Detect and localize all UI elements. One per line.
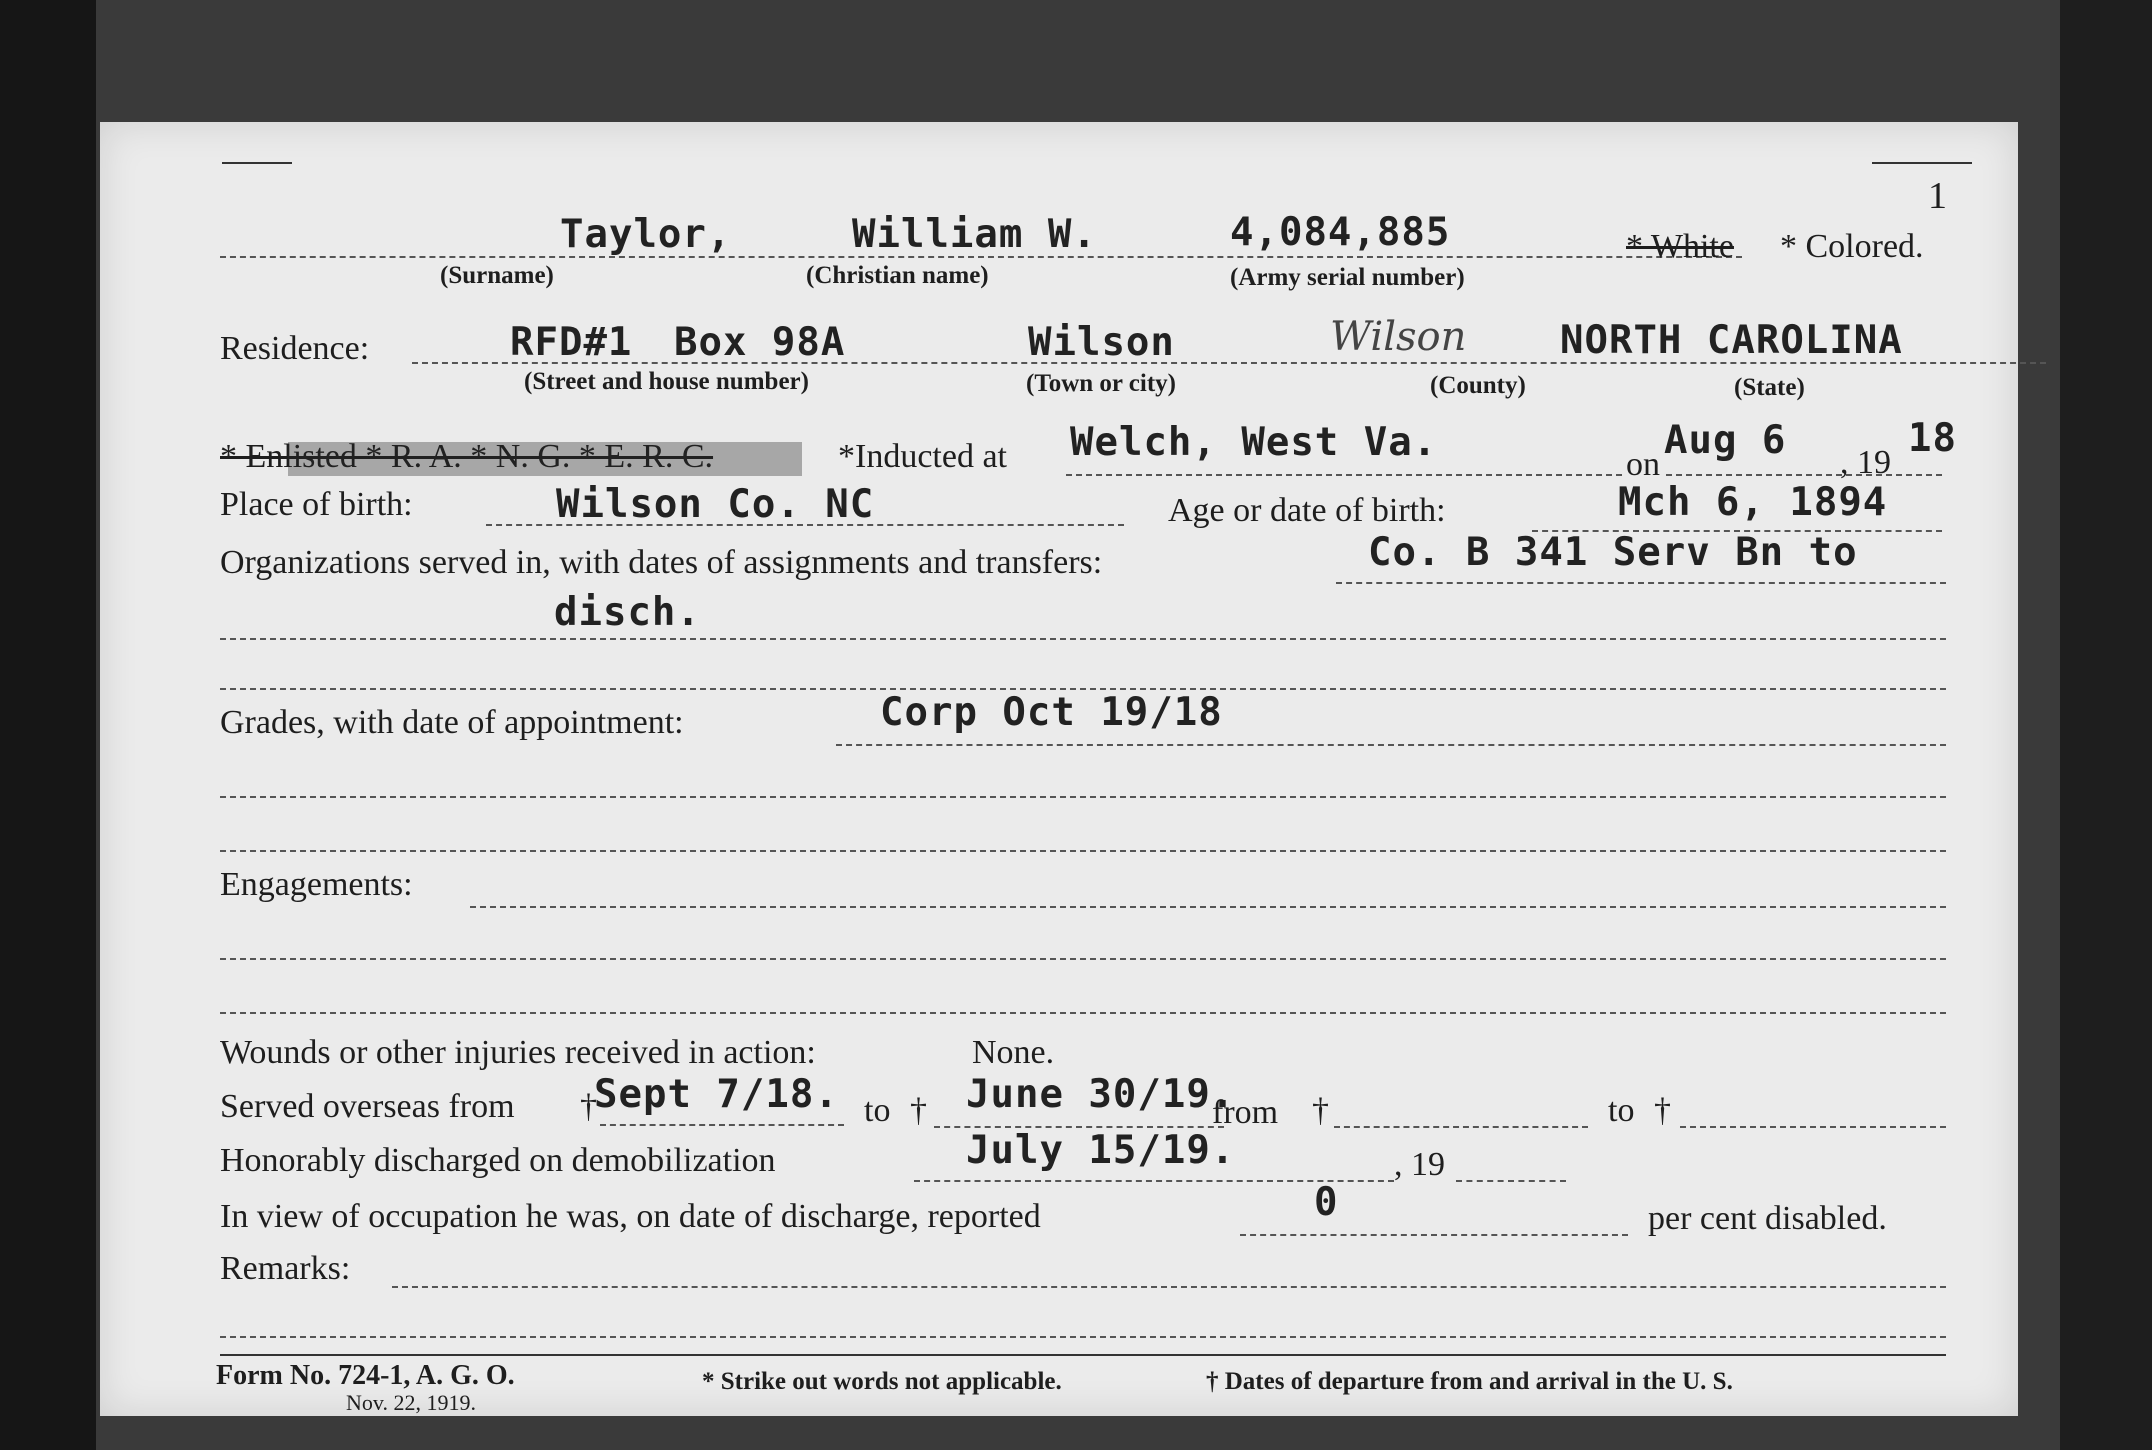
caption-street: (Street and house number)	[524, 368, 809, 395]
grades-label: Grades, with date of appointment:	[220, 704, 684, 741]
discharge-date-value: July 15/19.	[966, 1128, 1236, 1173]
remarks-underline-2	[220, 1336, 1946, 1338]
overseas-label: Served overseas from	[220, 1088, 515, 1125]
overseas-to2-underline	[1680, 1126, 1946, 1128]
grades-underline-3	[220, 850, 1946, 852]
organizations-underline-1	[1336, 582, 1946, 584]
discharge-year-prefix: , 19	[1394, 1146, 1445, 1183]
caption-state: (State)	[1734, 374, 1805, 401]
card-number: 1	[1928, 175, 1947, 217]
overseas-from-value: Sept 7/18.	[594, 1072, 839, 1117]
scanner-background-right	[2060, 0, 2152, 1450]
age-label: Age or date of birth:	[1168, 492, 1446, 529]
place-of-birth-value: Wilson Co. NC	[556, 482, 875, 527]
birth-date-value: Mch 6, 1894	[1618, 480, 1888, 525]
remarks-underline-1	[392, 1286, 1946, 1288]
county-value: Wilson	[1330, 314, 1467, 360]
race-colored-option: * Colored.	[1780, 228, 1924, 265]
wounds-value: None.	[972, 1034, 1055, 1071]
engagements-underline-3	[220, 1012, 1946, 1014]
organizations-underline-2	[220, 638, 1946, 640]
inducted-year-value: 18	[1908, 416, 1957, 461]
overseas-dagger-4: †	[1654, 1092, 1671, 1129]
surname-value: Taylor,	[560, 212, 732, 257]
street-value: RFD#1	[510, 320, 633, 365]
form-date: Nov. 22, 1919.	[346, 1390, 476, 1415]
overseas-dagger-2: †	[910, 1092, 927, 1129]
organizations-line2-value: disch.	[554, 590, 701, 635]
grades-underline-2	[220, 796, 1946, 798]
christian-name-value: William W.	[852, 212, 1097, 257]
strikeout-smudge	[288, 442, 802, 476]
caption-town: (Town or city)	[1026, 370, 1176, 397]
inducted-at-label: *Inducted at	[838, 438, 1007, 475]
caption-county: (County)	[1430, 372, 1526, 399]
organizations-line1-value: Co. B 341 Serv Bn to	[1368, 530, 1858, 575]
service-record-card	[100, 122, 2018, 1416]
town-value: Wilson	[1028, 320, 1175, 365]
footnote-strike-out: * Strike out words not applicable.	[702, 1368, 1062, 1395]
discharge-label: Honorably discharged on demobilization	[220, 1142, 776, 1179]
footnote-dates: † Dates of departure from and arrival in the U. S.	[1206, 1368, 1733, 1395]
engagements-underline-1	[470, 906, 1946, 908]
year-prefix: , 19	[1840, 444, 1891, 481]
form-number: Form No. 724-1, A. G. O.	[216, 1360, 515, 1391]
inducted-place-underline	[1066, 474, 1622, 476]
state-value: NORTH CAROLINA	[1560, 318, 1903, 363]
overseas-from-underline	[600, 1124, 844, 1126]
overseas-to-value: June 30/19.	[966, 1072, 1236, 1117]
overseas-dagger-1: †	[580, 1088, 597, 1125]
engagements-label: Engagements:	[220, 866, 413, 903]
top-right-rule	[1872, 162, 1972, 164]
disability-label: In view of occupation he was, on date of discharge, reported	[220, 1198, 1041, 1235]
caption-surname: (Surname)	[440, 262, 554, 289]
wounds-label: Wounds or other injuries received in action:	[220, 1034, 816, 1071]
disability-value: 0	[1314, 1180, 1339, 1225]
race-white-option: * White	[1626, 228, 1734, 265]
organizations-label: Organizations served in, with dates of assignments and transfers:	[220, 544, 1103, 581]
overseas-to-label: to	[864, 1092, 891, 1129]
disability-underline	[1240, 1234, 1628, 1236]
place-of-birth-label: Place of birth:	[220, 486, 413, 523]
caption-christian-name: (Christian name)	[806, 262, 989, 289]
enlisted-options-struck: * Enlisted * R. A. * N. G. * E. R. C.	[220, 438, 714, 475]
year-underline	[1896, 474, 1942, 476]
overseas-from2-label: from	[1212, 1094, 1279, 1131]
grades-value: Corp Oct 19/18	[880, 690, 1223, 735]
overseas-to2-label: to	[1608, 1092, 1635, 1129]
overseas-from2-underline	[1334, 1126, 1588, 1128]
inducted-date-value: Aug 6	[1664, 418, 1787, 463]
grades-underline-1	[836, 744, 1946, 746]
engagements-underline-2	[220, 958, 1946, 960]
residence-label: Residence:	[220, 330, 370, 367]
scanner-background-left	[0, 0, 96, 1450]
footer-rule	[220, 1354, 1946, 1356]
top-left-rule	[222, 162, 292, 164]
box-value: Box 98A	[674, 320, 846, 365]
inducted-place-value: Welch, West Va.	[1070, 420, 1438, 465]
overseas-dagger-3: †	[1312, 1092, 1329, 1129]
caption-serial-number: (Army serial number)	[1230, 264, 1465, 291]
disability-suffix: per cent disabled.	[1648, 1200, 1887, 1237]
discharge-year-underline	[1456, 1180, 1566, 1182]
remarks-label: Remarks:	[220, 1250, 351, 1287]
serial-number-value: 4,084,885	[1230, 210, 1451, 255]
on-label: on	[1626, 446, 1660, 483]
